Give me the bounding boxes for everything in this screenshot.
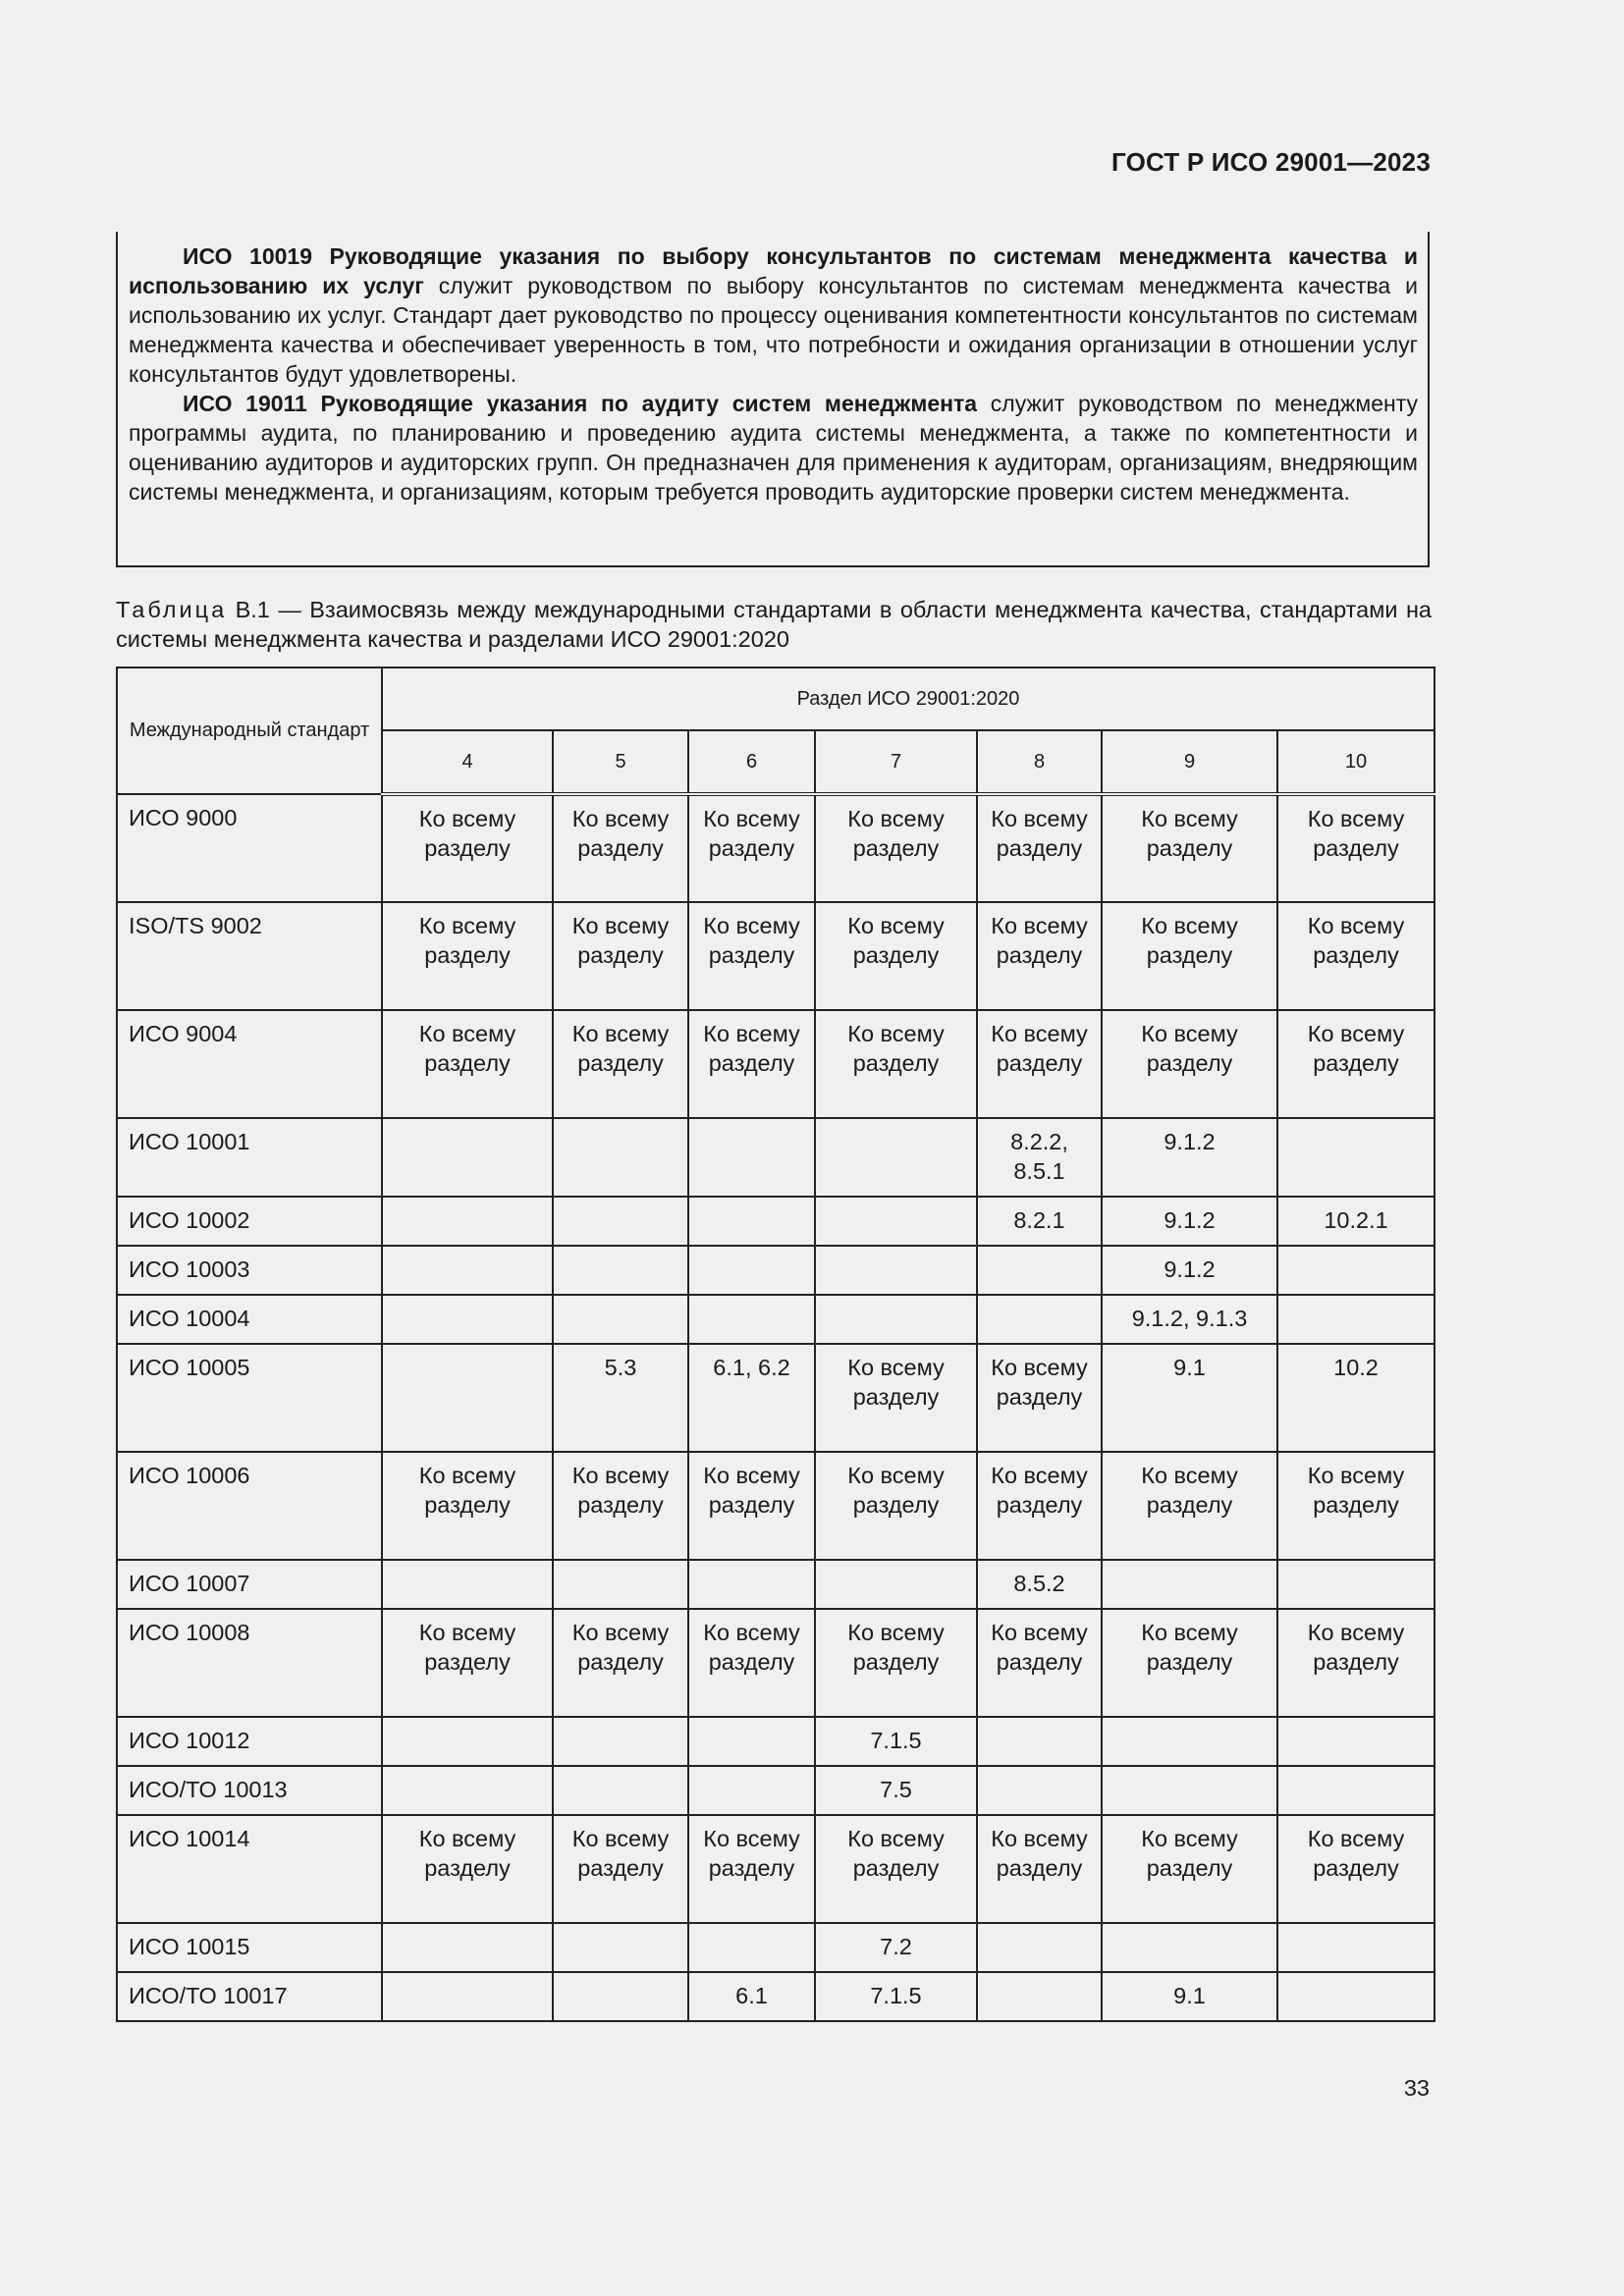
section-cell: Ко всему разделу [815, 902, 977, 1010]
section-cell [815, 1197, 977, 1246]
section-cell: Ко всему разделу [1102, 1452, 1277, 1560]
section-cell [382, 1766, 553, 1815]
section-cell [688, 1560, 815, 1609]
section-cell: Ко всему разделу [977, 1010, 1102, 1118]
section-cell [553, 1295, 688, 1344]
section-cell: Ко всему разделу [1277, 1010, 1435, 1118]
table-row [117, 1766, 1435, 1815]
table-row [117, 1717, 1435, 1766]
section-cell: Ко всему разделу [688, 794, 815, 902]
table-row [117, 1452, 1435, 1560]
section-cell: 7.5 [815, 1766, 977, 1815]
section-cell: Ко всему разделу [815, 1010, 977, 1118]
section-cell [688, 1118, 815, 1197]
section-cell: Ко всему разделу [815, 794, 977, 902]
table-caption-label: Таблица [116, 597, 228, 622]
section-cell: 7.1.5 [815, 1717, 977, 1766]
section-cell: Ко всему разделу [553, 794, 688, 902]
section-cell: 9.1.2, 9.1.3 [1102, 1295, 1277, 1344]
section-cell: Ко всему разделу [382, 794, 553, 902]
section-cell: 9.1.2 [1102, 1197, 1277, 1246]
section-cell [688, 1295, 815, 1344]
table-row [117, 1295, 1435, 1344]
section-cell [1277, 1118, 1435, 1197]
table-row [117, 1197, 1435, 1246]
section-cell: Ко всему разделу [553, 902, 688, 1010]
section-cell: Ко всему разделу [1277, 794, 1435, 902]
section-cell [553, 1197, 688, 1246]
section-cell [553, 1972, 688, 2021]
section-cell: Ко всему разделу [1102, 1010, 1277, 1118]
section-cell [1277, 1923, 1435, 1972]
section-cell: Ко всему разделу [977, 1609, 1102, 1717]
paragraph-title: ИСО 10019 Руководящие указания по выбору консультантов по системам менеджмента качества и использованию их услуг [129, 243, 1418, 298]
section-cell [688, 1923, 815, 1972]
section-cell [1277, 1766, 1435, 1815]
section-cell: 9.1.2 [1102, 1118, 1277, 1197]
section-cell [977, 1246, 1102, 1295]
section-cell [977, 1766, 1102, 1815]
section-cell [1102, 1766, 1277, 1815]
section-cell: 9.1 [1102, 1972, 1277, 2021]
section-cell [382, 1295, 553, 1344]
standard-cell: ИСО 9000 [117, 794, 382, 902]
section-cell: Ко всему разделу [688, 1452, 815, 1560]
section-cell [688, 1717, 815, 1766]
section-cell: Ко всему разделу [815, 1452, 977, 1560]
section-cell [382, 1560, 553, 1609]
section-cell [1277, 1717, 1435, 1766]
section-cell [1102, 1923, 1277, 1972]
section-cell [553, 1118, 688, 1197]
section-cell [1277, 1295, 1435, 1344]
header-section-number: 4 [382, 730, 553, 794]
section-cell [553, 1560, 688, 1609]
paragraph-iso-19011 [129, 389, 1418, 507]
section-cell: Ко всему разделу [1277, 1609, 1435, 1717]
standard-cell: ИСО 10005 [117, 1344, 382, 1452]
section-cell: 9.1 [1102, 1344, 1277, 1452]
section-cell [553, 1246, 688, 1295]
section-cell: Ко всему разделу [1102, 1609, 1277, 1717]
section-cell [382, 1118, 553, 1197]
section-cell [815, 1295, 977, 1344]
section-cell [977, 1717, 1102, 1766]
table-body [117, 794, 1435, 2021]
table-row [117, 794, 1435, 902]
section-cell: Ко всему разделу [382, 1815, 553, 1923]
header-standard: Международный стандарт [117, 667, 382, 794]
table-header [117, 667, 1435, 794]
header-section-number: 10 [1277, 730, 1435, 794]
section-cell [977, 1295, 1102, 1344]
section-cell: 8.2.2, 8.5.1 [977, 1118, 1102, 1197]
section-cell: Ко всему разделу [977, 1815, 1102, 1923]
section-cell [1102, 1717, 1277, 1766]
section-cell: Ко всему разделу [382, 1452, 553, 1560]
standard-cell: ИСО 10012 [117, 1717, 382, 1766]
table-row [117, 1010, 1435, 1118]
section-cell [382, 1197, 553, 1246]
section-cell: Ко всему разделу [1277, 902, 1435, 1010]
section-cell: Ко всему разделу [553, 1452, 688, 1560]
section-cell: Ко всему разделу [382, 1010, 553, 1118]
section-cell: 8.5.2 [977, 1560, 1102, 1609]
section-cell [382, 1246, 553, 1295]
standards-table [116, 667, 1435, 2022]
section-cell: Ко всему разделу [977, 1452, 1102, 1560]
section-cell: 10.2.1 [1277, 1197, 1435, 1246]
table-row [117, 1923, 1435, 1972]
section-cell: 7.2 [815, 1923, 977, 1972]
standard-cell: ИСО 9004 [117, 1010, 382, 1118]
section-cell: Ко всему разделу [977, 1344, 1102, 1452]
section-cell: Ко всему разделу [1277, 1815, 1435, 1923]
section-cell [1277, 1560, 1435, 1609]
standard-cell: ИСО 10006 [117, 1452, 382, 1560]
section-cell: Ко всему разделу [815, 1815, 977, 1923]
section-cell: Ко всему разделу [553, 1815, 688, 1923]
section-cell [1277, 1246, 1435, 1295]
standard-cell: ИСО 10003 [117, 1246, 382, 1295]
header-section-number: 7 [815, 730, 977, 794]
section-cell [1102, 1560, 1277, 1609]
section-cell [553, 1717, 688, 1766]
section-cell [382, 1972, 553, 2021]
section-cell: 10.2 [1277, 1344, 1435, 1452]
page-number: 33 [1403, 2075, 1430, 2101]
header-section-number: 5 [553, 730, 688, 794]
section-cell: Ко всему разделу [382, 1609, 553, 1717]
section-cell [977, 1923, 1102, 1972]
paragraph-text: служит руководством по менеджменту программы аудита, по планированию и проведению аудита системы менеджмента, а также по компетентности и оцениванию аудиторов и аудиторских групп. Он предназначен для применения к аудиторам, организациям, внедряющим системы менеджмента, и организациям, которым требуется проводить аудиторские проверки систем менеджмента. [129, 391, 1418, 505]
section-cell: Ко всему разделу [815, 1609, 977, 1717]
table-row [117, 902, 1435, 1010]
table-caption [116, 595, 1432, 654]
standard-cell: ИСО/ТО 10017 [117, 1972, 382, 2021]
section-cell: Ко всему разделу [688, 1010, 815, 1118]
standard-cell: ИСО 10004 [117, 1295, 382, 1344]
boxed-text-block [116, 232, 1430, 567]
header-section-number: 8 [977, 730, 1102, 794]
section-cell [382, 1717, 553, 1766]
section-cell [815, 1118, 977, 1197]
section-cell: Ко всему разделу [688, 902, 815, 1010]
section-cell: Ко всему разделу [815, 1344, 977, 1452]
table-caption-text: В.1 — Взаимосвязь между международными стандартами в области менеджмента качества, стандартами на системы менеджмента качества и разделами ИСО 29001:2020 [116, 597, 1432, 652]
section-cell: Ко всему разделу [553, 1609, 688, 1717]
section-cell: Ко всему разделу [1102, 794, 1277, 902]
section-cell: Ко всему разделу [553, 1010, 688, 1118]
paragraph-text: служит руководством по выбору консультантов по системам менеджмента качества и использованию их услуг. Стандарт дает руководство по процессу оценивания компетентности консультантов по системам менеджмента качества и обеспечивает уверенность в том, что потребности и ожидания организации в отношении услуг консультантов будут удовлетворены. [129, 273, 1418, 387]
standard-cell: ИСО 10007 [117, 1560, 382, 1609]
section-cell: 9.1.2 [1102, 1246, 1277, 1295]
section-cell [553, 1766, 688, 1815]
section-cell: 7.1.5 [815, 1972, 977, 2021]
header-section-number: 6 [688, 730, 815, 794]
section-cell [1277, 1972, 1435, 2021]
standard-cell: ИСО 10015 [117, 1923, 382, 1972]
standard-cell: ИСО 10014 [117, 1815, 382, 1923]
section-cell: 8.2.1 [977, 1197, 1102, 1246]
section-cell: Ко всему разделу [977, 794, 1102, 902]
section-cell: Ко всему разделу [1102, 902, 1277, 1010]
section-cell [382, 1923, 553, 1972]
standard-cell: ИСО 10002 [117, 1197, 382, 1246]
table-row [117, 1560, 1435, 1609]
section-cell: Ко всему разделу [688, 1815, 815, 1923]
paragraph-iso-10019 [129, 241, 1418, 389]
section-cell [553, 1923, 688, 1972]
standard-cell: ISO/TS 9002 [117, 902, 382, 1010]
section-cell: Ко всему разделу [977, 902, 1102, 1010]
table-row [117, 1246, 1435, 1295]
header-section-number: 9 [1102, 730, 1277, 794]
table-row [117, 1815, 1435, 1923]
section-cell [688, 1197, 815, 1246]
standard-cell: ИСО 10008 [117, 1609, 382, 1717]
section-cell [688, 1766, 815, 1815]
document-header: ГОСТ Р ИСО 29001—2023 [1110, 147, 1431, 177]
standard-cell: ИСО/ТО 10013 [117, 1766, 382, 1815]
header-section: Раздел ИСО 29001:2020 [382, 667, 1435, 730]
standard-cell: ИСО 10001 [117, 1118, 382, 1197]
table-row [117, 1609, 1435, 1717]
section-cell [815, 1560, 977, 1609]
section-cell [815, 1246, 977, 1295]
section-cell: 6.1 [688, 1972, 815, 2021]
section-cell: 5.3 [553, 1344, 688, 1452]
section-cell [688, 1246, 815, 1295]
section-cell: Ко всему разделу [688, 1609, 815, 1717]
section-cell: Ко всему разделу [382, 902, 553, 1010]
section-cell: Ко всему разделу [1277, 1452, 1435, 1560]
table-row [117, 1972, 1435, 2021]
section-cell [977, 1972, 1102, 2021]
paragraph-title: ИСО 19011 Руководящие указания по аудиту систем менеджмента [183, 391, 978, 416]
section-cell [382, 1344, 553, 1452]
section-cell: Ко всему разделу [1102, 1815, 1277, 1923]
table-row [117, 1344, 1435, 1452]
table-row [117, 1118, 1435, 1197]
section-cell: 6.1, 6.2 [688, 1344, 815, 1452]
